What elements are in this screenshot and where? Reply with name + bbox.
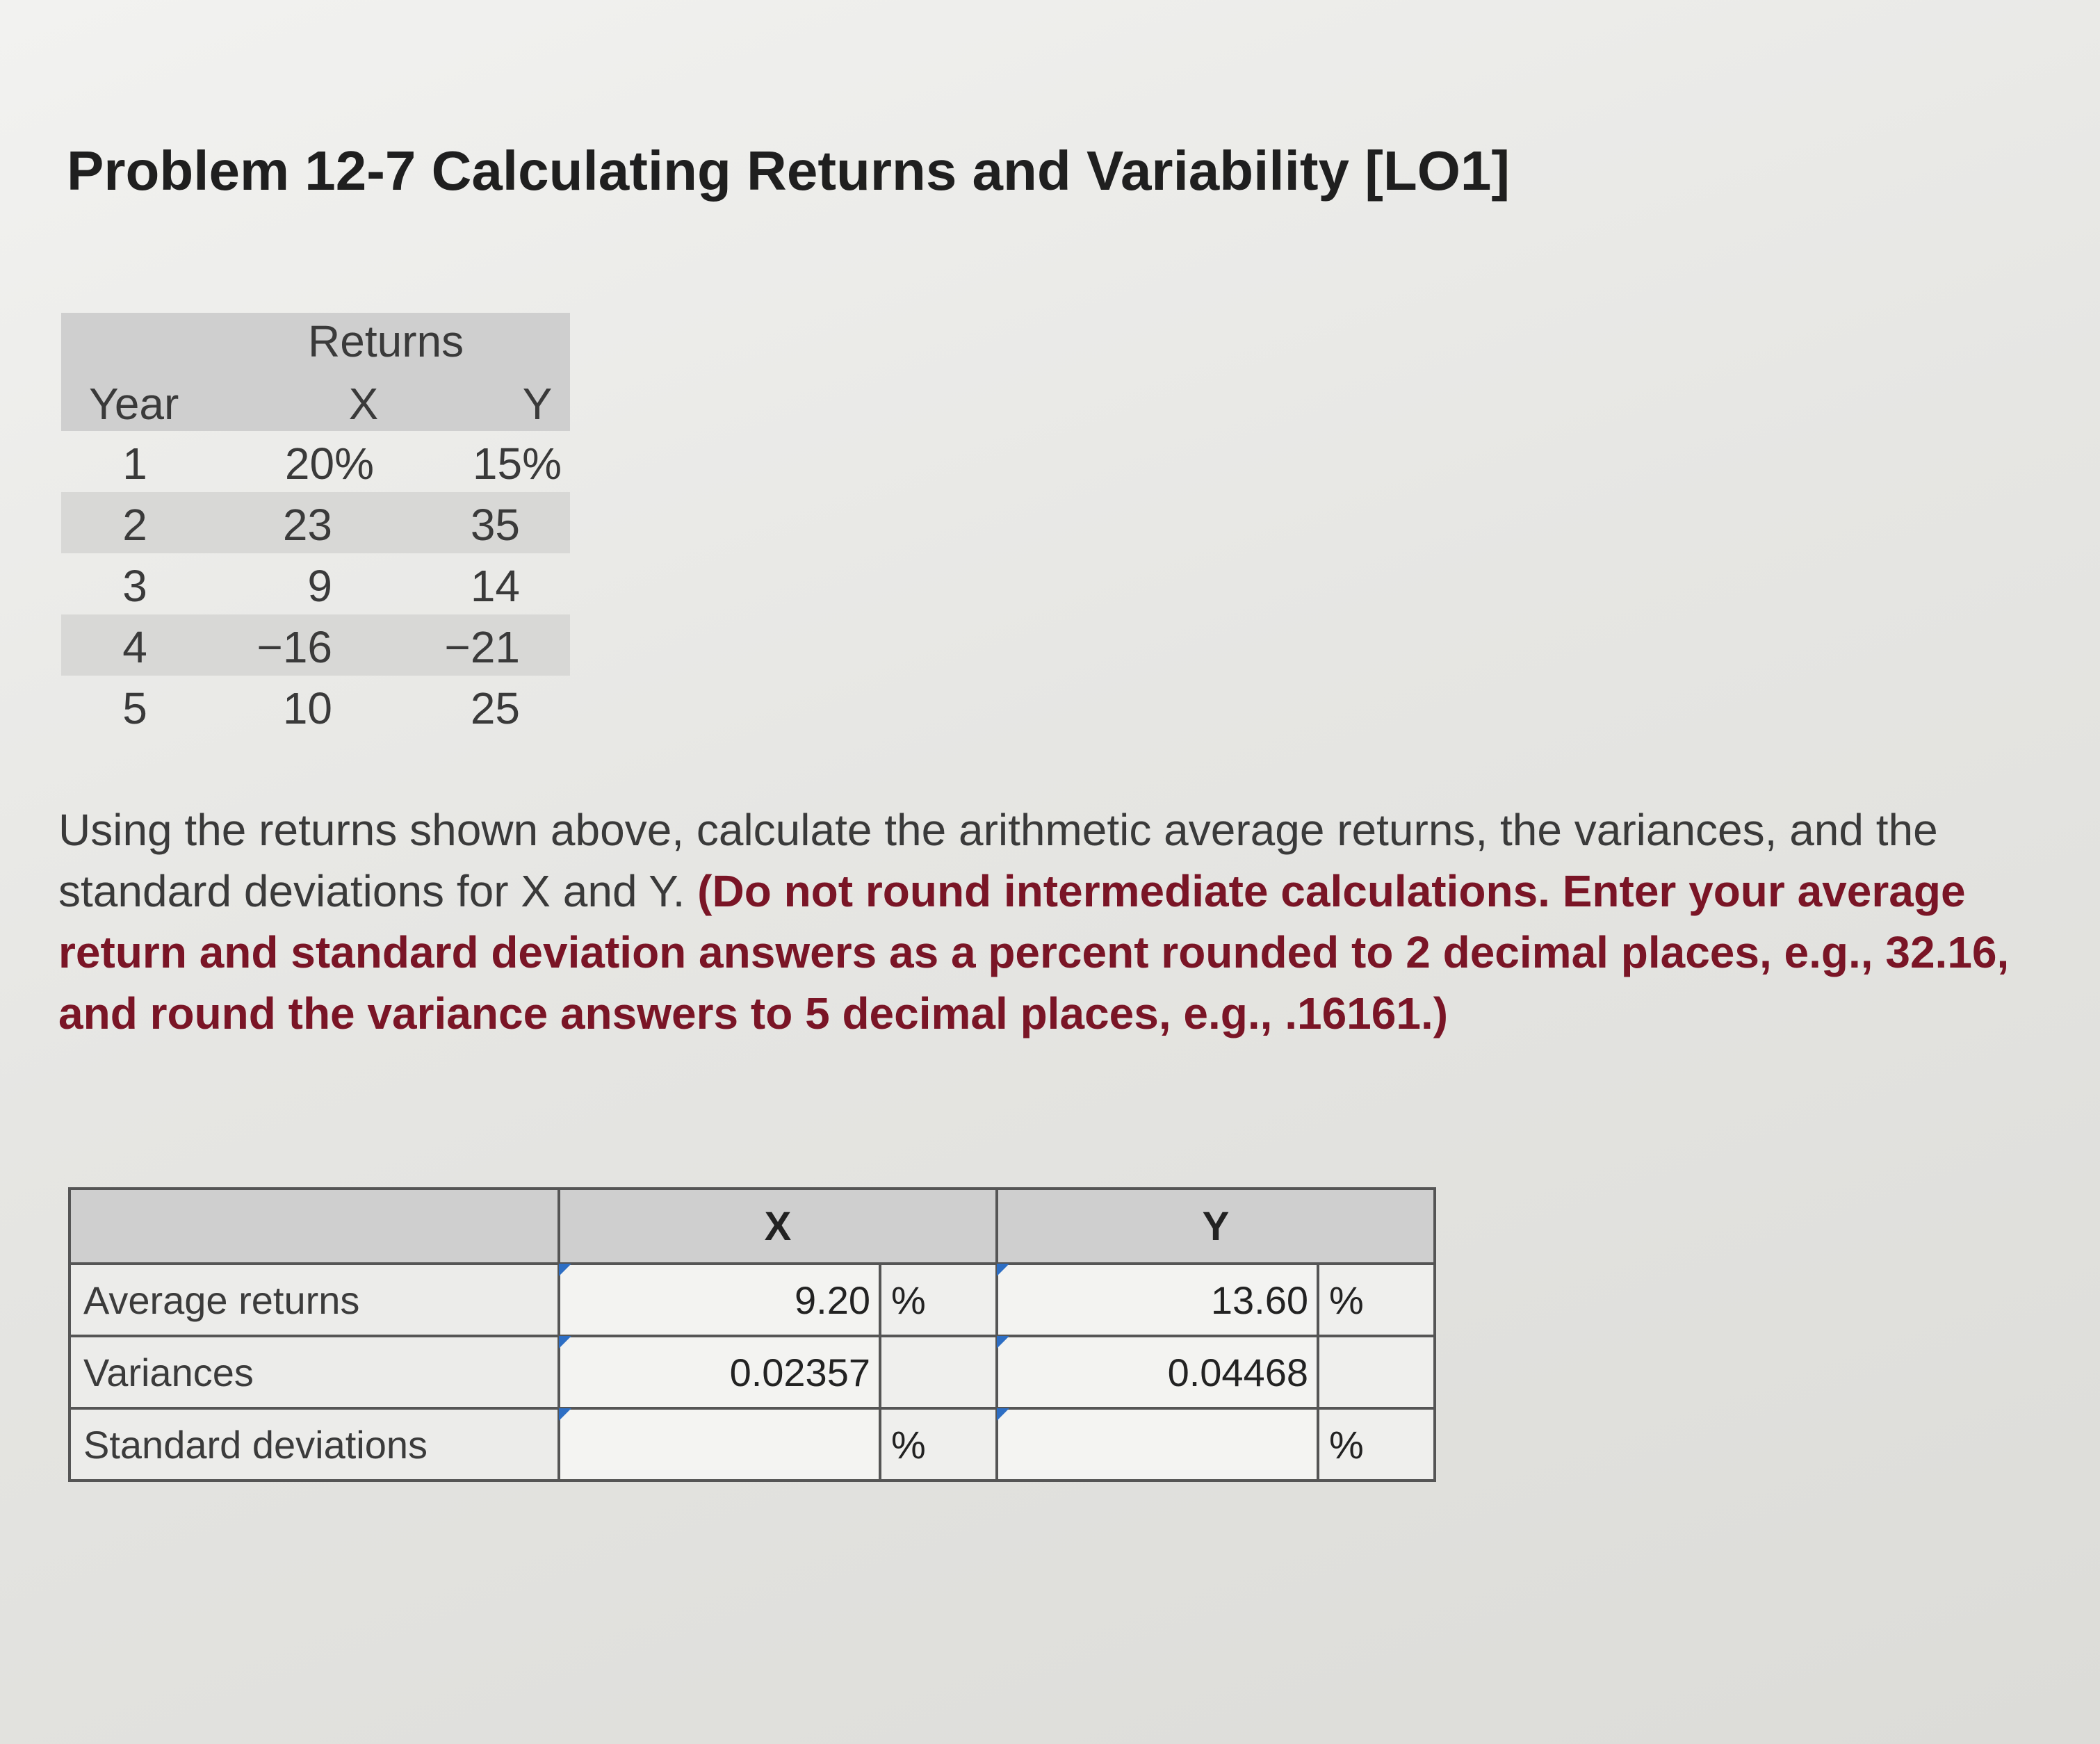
row-label: Average returns [70, 1264, 559, 1336]
year-cell: 5 [122, 683, 147, 733]
answer-table [68, 1187, 1436, 1482]
year-column-header: Year [89, 379, 179, 429]
percent-unit: % [1318, 1264, 1435, 1336]
returns-row [61, 431, 570, 492]
answer-header-corner [70, 1189, 559, 1264]
x-stddev-input[interactable] [559, 1408, 880, 1481]
x-return-cell: 9 [307, 561, 332, 611]
answer-header-row [70, 1189, 1435, 1264]
returns-group-header [61, 313, 570, 371]
question-instruction: (Do not round intermediate calculations. Enter your average return and standard deviation answers as a percent rounded to 2 decimal places, e.g., 32.16, and round the variance answers to 5 decimal places, e.g., .16161.) [58, 866, 2010, 1038]
unit-cell [1318, 1336, 1435, 1408]
x-column-header: X [348, 379, 379, 429]
returns-row [61, 553, 570, 614]
question-text [58, 799, 2019, 1044]
percent-unit: % [880, 1264, 997, 1336]
y-column-header: Y [522, 379, 553, 429]
x-return-cell: 20% [284, 439, 374, 489]
year-cell: 2 [122, 500, 147, 550]
year-cell: 1 [122, 439, 147, 489]
y-return-cell: 15% [472, 439, 562, 489]
x-return-cell: 23 [282, 500, 332, 550]
y-return-cell: 14 [470, 561, 520, 611]
returns-table [61, 313, 570, 737]
unit-cell [880, 1336, 997, 1408]
y-average-input[interactable]: 13.60 [997, 1264, 1318, 1336]
answer-x-header: X [559, 1189, 997, 1264]
year-cell: 4 [122, 622, 147, 672]
y-stddev-input[interactable] [997, 1408, 1318, 1481]
year-cell: 3 [122, 561, 147, 611]
returns-row [61, 614, 570, 676]
row-label: Standard deviations [70, 1408, 559, 1481]
x-variance-input[interactable]: 0.02357 [559, 1336, 880, 1408]
y-return-cell: 35 [470, 500, 520, 550]
problem-title: Problem 12-7 Calculating Returns and Variability [LO1] [67, 140, 1511, 202]
percent-unit: % [1318, 1408, 1435, 1481]
y-variance-input[interactable]: 0.04468 [997, 1336, 1318, 1408]
returns-header-label: Returns [308, 316, 464, 366]
answer-row-variance [70, 1336, 1435, 1408]
answer-row-average [70, 1264, 1435, 1336]
returns-column-header [61, 371, 570, 431]
returns-row [61, 492, 570, 553]
x-return-cell: −16 [257, 622, 332, 672]
answer-row-stddev [70, 1408, 1435, 1481]
y-return-cell: 25 [470, 683, 520, 733]
y-return-cell: −21 [444, 622, 520, 672]
x-return-cell: 10 [282, 683, 332, 733]
answer-y-header: Y [997, 1189, 1435, 1264]
row-label: Variances [70, 1336, 559, 1408]
percent-unit: % [880, 1408, 997, 1481]
returns-row [61, 676, 570, 737]
question-prompt: Using the returns shown above, calculate the arithmetic average returns, the variances, and the standard deviations for X and Y. [58, 805, 1938, 916]
x-average-input[interactable]: 9.20 [559, 1264, 880, 1336]
